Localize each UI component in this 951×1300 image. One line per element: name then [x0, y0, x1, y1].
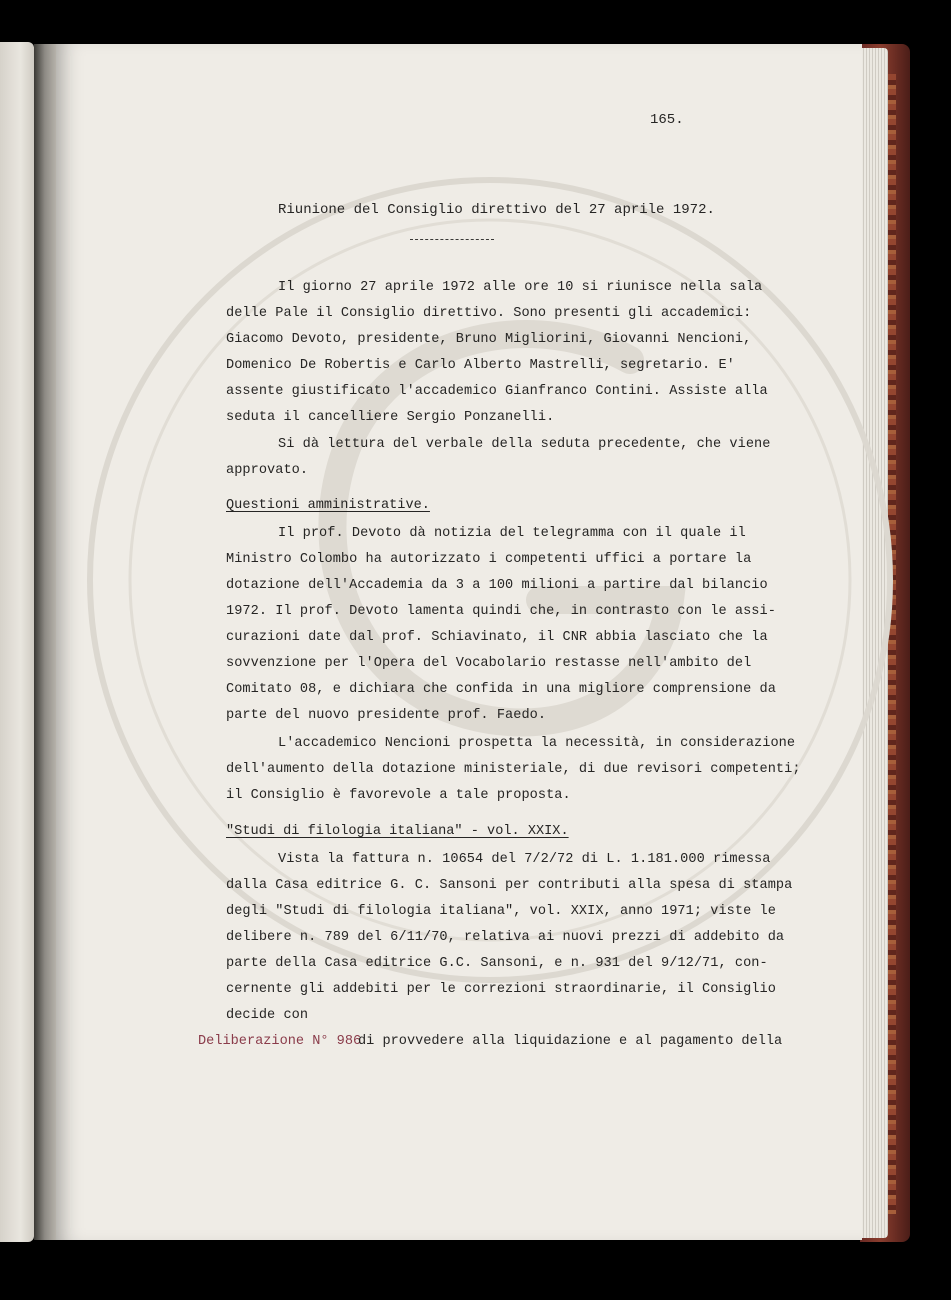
- paragraph-5-line: Vista la fattura n. 10654 del 7/2/72 di L. 1.181.000 rimessa: [278, 852, 771, 867]
- paragraph-5-line: cernente gli addebiti per le correzioni straordinarie, il Consiglio: [226, 982, 776, 997]
- paragraph-2-line: Si dà lettura del verbale della seduta precedente, che viene: [278, 437, 771, 452]
- paragraph-3-line: Comitato 08, e dichiara che confida in una migliore comprensione da: [226, 682, 776, 697]
- paragraph-3-line: sovvenzione per l'Opera del Vocabolario restasse nell'ambito del: [226, 656, 752, 671]
- paragraph-1-line: delle Pale il Consiglio direttivo. Sono presenti gli accademici:: [226, 306, 752, 321]
- paragraph-5-line: parte della Casa editrice G.C. Sansoni, e n. 931 del 9/12/71, con-: [226, 956, 768, 971]
- paragraph-4-line: dell'aumento della dotazione ministeriale, di due revisori competenti;: [226, 762, 801, 777]
- paragraph-5-line: delibere n. 789 del 6/11/70, relativa ai nuovi prezzi di addebito da: [226, 930, 785, 945]
- section-heading-administrative: Questioni amministrative.: [226, 498, 430, 513]
- paragraph-1-line: Giacomo Devoto, presidente, Bruno Migliorini, Giovanni Nencioni,: [226, 332, 752, 347]
- meeting-title: Riunione del Consiglio direttivo del 27 aprile 1972.: [278, 202, 715, 218]
- title-separator: [410, 239, 494, 240]
- paragraph-3-line: parte del nuovo presidente prof. Faedo.: [226, 708, 547, 723]
- paragraph-3-line: dotazione dell'Accademia da 3 a 100 milioni a partire dal bilancio: [226, 578, 768, 593]
- facing-page-edge: [0, 42, 34, 1242]
- paragraph-1-line: assente giustificato l'accademico Gianfranco Contini. Assiste alla: [226, 384, 768, 399]
- paragraph-1-line: seduta il cancelliere Sergio Ponzanelli.: [226, 410, 555, 425]
- paragraph-4-line: L'accademico Nencioni prospetta la necessità, in considerazione: [278, 736, 796, 751]
- paragraph-1-line: Il giorno 27 aprile 1972 alle ore 10 si riunisce nella sala: [278, 280, 763, 295]
- book-gutter: [34, 44, 58, 1240]
- paragraph-5-line: decide con: [226, 1008, 309, 1023]
- paragraph-3-line: curazioni date dal prof. Schiavinato, il CNR abbia lasciato che la: [226, 630, 768, 645]
- page-number: 165.: [650, 112, 684, 128]
- paragraph-1-line: Domenico De Robertis e Carlo Alberto Mastrelli, segretario. E': [226, 358, 735, 373]
- paragraph-3-line: Il prof. Devoto dà notizia del telegramma con il quale il: [278, 526, 746, 541]
- paragraph-5-line: dalla Casa editrice G. C. Sansoni per contributi alla spesa di stampa: [226, 878, 793, 893]
- paragraph-3-line: 1972. Il prof. Devoto lamenta quindi che, in contrasto con le assi-: [226, 604, 776, 619]
- deliberation-marginal-note: Deliberazione N° 986: [198, 1034, 362, 1049]
- section-heading-studi: "Studi di filologia italiana" - vol. XXIX.: [226, 824, 569, 839]
- paragraph-2-line: approvato.: [226, 463, 309, 478]
- paragraph-5-line: degli "Studi di filologia italiana", vol. XXIX, anno 1971; viste le: [226, 904, 776, 919]
- paragraph-4-line: il Consiglio è favorevole a tale proposta.: [226, 788, 571, 803]
- final-line: di provvedere alla liquidazione e al pagamento della: [358, 1034, 783, 1049]
- paragraph-3-line: Ministro Colombo ha autorizzato i competenti uffici a portare la: [226, 552, 752, 567]
